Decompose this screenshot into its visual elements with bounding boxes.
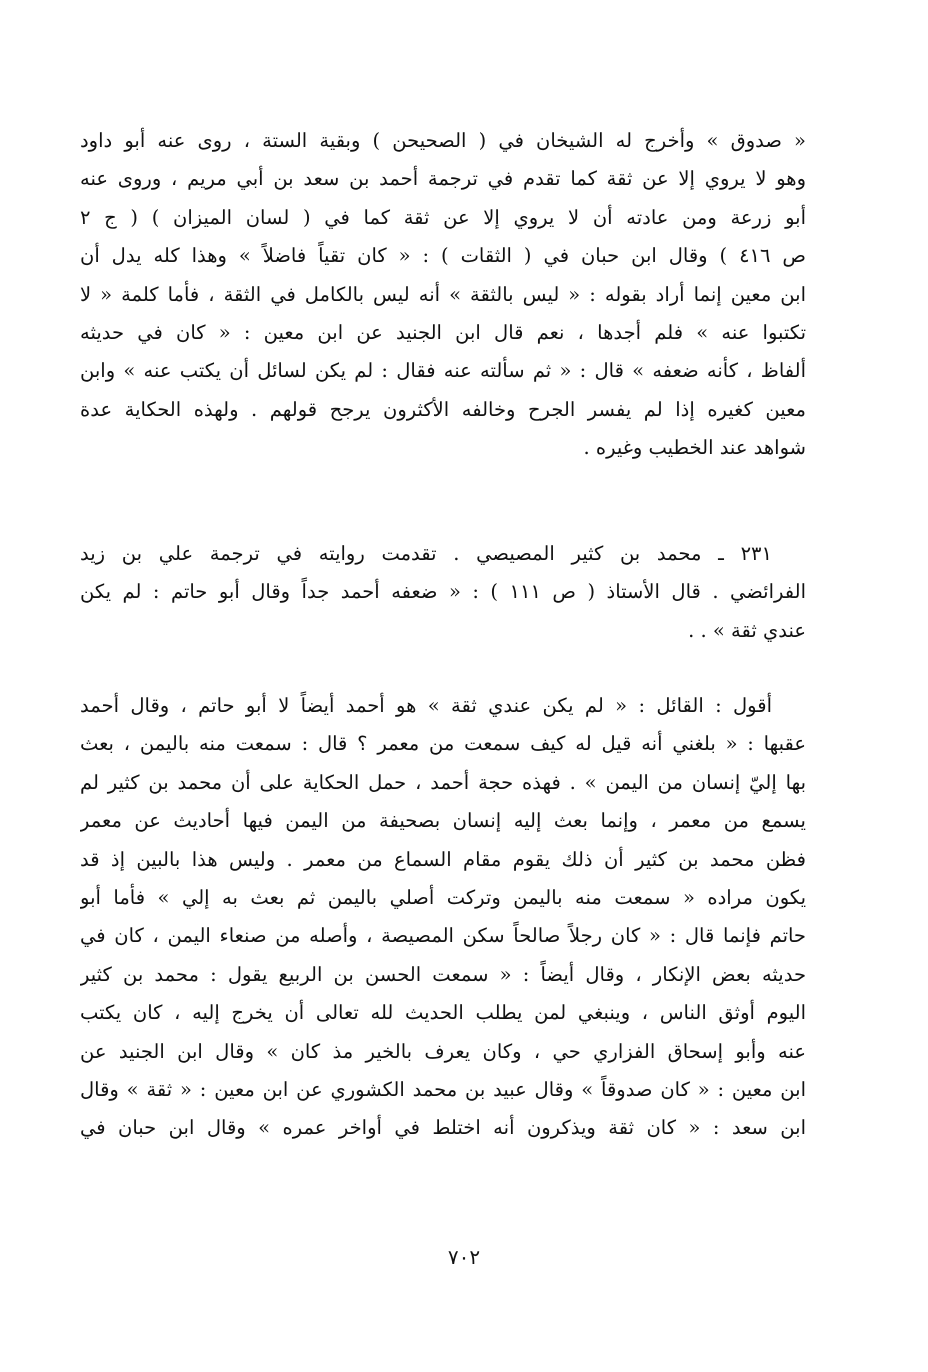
text-line: معين كغيره إذا لم يفسر الجرح وخالفه الأكثرون يرجح قولهم . ولهذه الحكاية عدة xyxy=(80,397,806,421)
page-number: ٧٠٢ xyxy=(447,1245,481,1269)
text-line: عقبها : « بلغني أنه قيل له كيف سمعت من معمر ؟ قال : سمعت منه باليمن ، بعث xyxy=(80,732,806,756)
paragraph-1 xyxy=(80,122,806,468)
text-line: « صدوق » وأخرج له الشيخان في ( الصحيحن ) وبقية الستة ، روى عنه أبو داود xyxy=(80,129,806,152)
text-line: أقول : القائل : « لم يكن عندي ثقة » هو أحمد أيضاً لا أبو حاتم ، وقال أحمد xyxy=(80,694,772,717)
text-line: عندي ثقة » . . xyxy=(688,618,806,642)
text-line: حاتم فإنما قال : « كان رجلاً صالحاً سكن المصيصة ، وأصله من صنعاء اليمن ، كان في xyxy=(80,924,806,948)
paragraph-3 xyxy=(80,687,806,1148)
paragraph-2 xyxy=(80,535,806,650)
text-line: أبو زرعة ومن عادته أن لا يروي إلا عن ثقة كما في ( لسان الميزان ) ( ج ٢ xyxy=(80,205,806,229)
text-line: ابن معين إنما أراد بقوله : « ليس بالثقة » أنه ليس بالكامل في الثقة ، فأما كلمة « لا xyxy=(80,282,806,306)
text-line: ص ٤١٦ ) وقال ابن حبان في ( الثقات ) : « كان تقياً فاضلاً » وهذا كله يدل أن xyxy=(80,244,806,268)
text-line: وهو لا يروي إلا عن ثقة كما تقدم في ترجمة أحمد بن سعد بن أبي مريم ، وروى عنه xyxy=(80,167,806,191)
text-line: تكتبوا عنه » فلم أجدها ، نعم قال ابن الجنيد عن ابن معين : « كان في حديثه xyxy=(80,320,806,344)
text-line: يكون مراده « سمعت منه باليمن وتركت أصلي باليمن ثم بعث به إلي » فأما أبو xyxy=(80,885,806,909)
text-line: ٢٣١ ـ محمد بن كثير المصيصي . تقدمت روايته في ترجمة علي بن زيد xyxy=(80,542,772,565)
text-line: يسمع من معمر ، وإنما بعث إليه إنسان بصحيفة من اليمن فيها أحاديث عن معمر xyxy=(80,809,806,833)
text-line: شواهد عند الخطيب وغيره . xyxy=(583,436,806,460)
text-line: بها إليّ إنسان من اليمن » . فهذه حجة أحمد ، حمل الحكاية على أن محمد بن كثير لم xyxy=(80,770,806,794)
text-line: فظن محمد بن كثير أن ذلك يقوم مقام السماع من معمر . وليس هذا بالبين إذ قد xyxy=(80,847,806,871)
text-line: الفرائضي . قال الأستاذ ( ص ١١١ ) : « ضعفه أحمد جداً وقال أبو حاتم : لم يكن xyxy=(80,580,806,604)
text-line: اليوم أوثق الناس ، وينبغي لمن يطلب الحديث لله تعالى أن يخرج إليه ، كان يكتب xyxy=(80,1001,806,1025)
text-line: ابن معين : « كان صدوقاً » وقال عبيد بن محمد الكشوري عن ابن معين : « ثقة » وقال xyxy=(80,1077,806,1101)
text-line: ألفاظ ، كأنه ضعفه » قال : « ثم سألته عنه فقال : لم يكن لسائل أن يكتب عنه » وابن xyxy=(80,359,806,383)
text-line: عنه وأبو إسحاق الفزاري حي ، وكان يعرف بالخير مذ كان » وقال ابن الجنيد عن xyxy=(80,1039,806,1063)
text-line: حديثه بعض الإنكار ، وقال أيضاً : « سمعت الحسن بن الربيع يقول : محمد بن كثير xyxy=(80,962,806,986)
text-line: ابن سعد : « كان ثقة ويذكرون أنه اختلط في أواخر عمره » وقال ابن حبان في xyxy=(80,1116,806,1140)
